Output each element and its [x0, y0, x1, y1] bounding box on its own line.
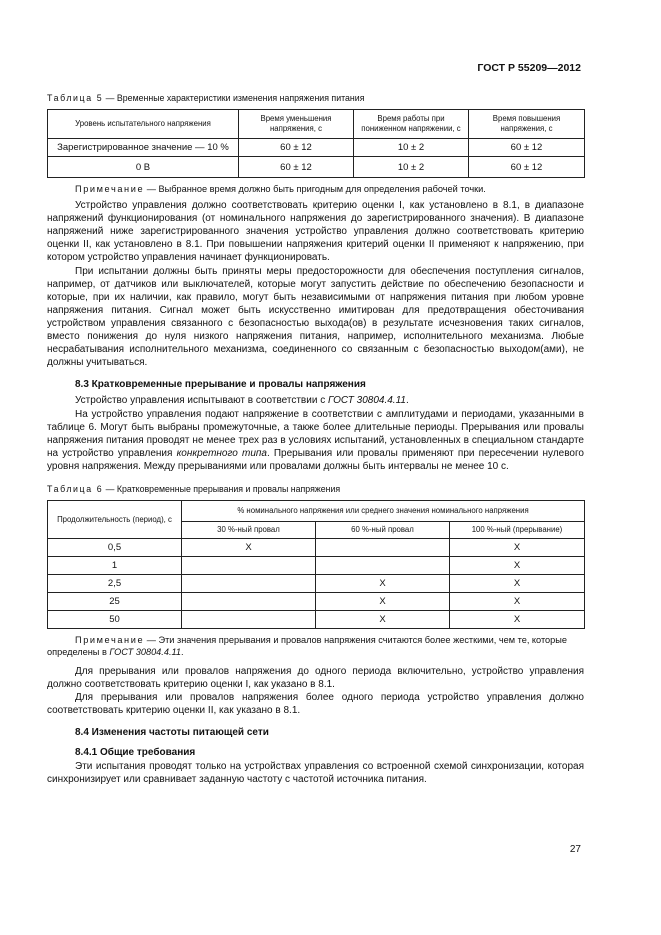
- table5-caption: [47, 92, 584, 105]
- table6-cell: X: [316, 575, 450, 593]
- table6-caption-label: Таблица 6: [47, 483, 104, 494]
- table6-cell: 25: [48, 593, 182, 611]
- table5-note-text: — Выбранное время должно быть пригодным для определения рабочей точки.: [144, 184, 486, 195]
- table6-cell: 50: [48, 611, 182, 629]
- section-8-4-heading: 8.4 Изменения частоты питающей сети: [75, 727, 269, 739]
- table6-cell: X: [450, 557, 585, 575]
- gost-reference: ГОСТ 30804.4.11: [327, 395, 406, 407]
- gost-reference: ГОСТ 30804.4.11: [109, 647, 182, 658]
- table5-note: [47, 183, 584, 195]
- section-8-4-1-paragraph: Эти испытания проводят только на устройствах управления со встроенной схемой синхронизации, которая синхронизирует или сравнивает заданную частоту с частотой источника питания.: [47, 760, 584, 785]
- text-span: На устройство управления подают напряжение в соответствии с амплитудами и периодами, указанными в таблице 6. Могут быть выбраны промежуточные, а также более длительные периоды. Прерывания или провалы напряжения питания проводят не менее трех раз в условиях испытаний, установленных в специальном стандарте на устройство управления: [47, 408, 584, 459]
- table6-cell: [182, 575, 316, 593]
- table6-cell: [182, 593, 316, 611]
- table6-cell: [182, 611, 316, 629]
- table6: [47, 500, 585, 629]
- table5-cell: 60 ± 12: [469, 157, 585, 178]
- table5-cell: 60 ± 12: [239, 157, 354, 178]
- table6-row: [48, 611, 585, 629]
- section-8-3-paragraph-2: [47, 408, 584, 473]
- standard-header: ГОСТ Р 55209—2012: [477, 62, 581, 74]
- table6-caption: [47, 483, 584, 496]
- table6-row: [48, 593, 585, 611]
- table6-cell: X: [316, 593, 450, 611]
- paragraph-precautions: При испытании должны быть приняты меры предосторожности для обеспечения поступления сигналов, например, от датчиков или выключателей, которые могут запустить действие по обеспечению безопасности и которые, при их наличии, как правило, могут быть независимыми от напряжения питания при любом уровне напряжения питания. Сигнал может быть искусственно имитирован для предотвращения обесточивания устройством управления связанного с безопасностью выхода(ов) в результате исчезновения таких сигналов, вместо понижения до нуля низкого напряжения питания, например, исполнительного механизма. Любые несрабатывания исполнительного механизма, соединенного со связанным с безопасностью выходом(ами), не должны учитываться.: [47, 265, 584, 369]
- table6-cell: 2,5: [48, 575, 182, 593]
- table5-caption-text: — Временные характеристики изменения напряжения питания: [103, 93, 365, 103]
- paragraph-short-interruptions: Для прерывания или провалов напряжения до одного периода включительно, устройство управления должно соответствовать критерию оценки I, как указано в 8.1.: [47, 666, 584, 691]
- table5-row: [48, 157, 585, 178]
- table6-header-group: % номинального напряжения или среднего значения номинального напряжения: [182, 501, 585, 522]
- table6-cell: [182, 557, 316, 575]
- table6-note: [47, 634, 584, 658]
- table5-cell: 10 ± 2: [354, 157, 469, 178]
- table6-row: [48, 539, 585, 557]
- text-span: .: [405, 395, 409, 407]
- table6-cell: X: [450, 575, 585, 593]
- table6-cell: [316, 557, 450, 575]
- table6-row: [48, 557, 585, 575]
- table6-header-row: [48, 501, 585, 522]
- text-span: .: [181, 647, 184, 658]
- table5-note-label: Примечание: [75, 184, 145, 195]
- section-8-4-1-heading: 8.4.1 Общие требования: [75, 746, 196, 758]
- table5-cell: 60 ± 12: [469, 139, 585, 157]
- table6-subheader-cell: 60 %-ный провал: [316, 522, 450, 539]
- table6-cell: X: [316, 611, 450, 629]
- table6-subheader-cell: 30 %-ный провал: [182, 522, 316, 539]
- table6-cell: 1: [48, 557, 182, 575]
- table5-header-cell: Время уменьшения напряжения, с: [239, 110, 354, 139]
- table5: [47, 109, 585, 178]
- table6-cell: [316, 539, 450, 557]
- table5-header-cell: Время повышения напряжения, с: [469, 110, 585, 139]
- paragraph-criterion-voltage: Устройство управления должно соответствовать критерию оценки I, как установлено в 8.1, в диапазоне напряжений функционирования (от номинального напряжения до зарегистрированного значения). В диапазоне напряжений ниже зарегистрированного значения устройство управления должно соответствовать критерию оценки II, как установлено в 8.1. При повышении напряжения критерий оценки II применяют к напряжению, при котором устройство управления начинает функционировать.: [47, 200, 584, 264]
- table6-cell: X: [450, 611, 585, 629]
- paragraph-long-interruptions: Для прерывания или провалов напряжения более одного периода устройство управления должно соответствовать критерию оценки II, как указано в 8.1.: [47, 692, 584, 717]
- table5-header-cell: Время работы при пониженном напряжении, с: [354, 110, 469, 139]
- table5-cell: Зарегистрированное значение — 10 %: [48, 139, 239, 157]
- text-span: . Прерывания или провалы применяют при пересечении нулевого уровня напряжения. Между прерываниями или провалами должны быть интервалы не менее 10 с.: [47, 447, 584, 472]
- table6-cell: 0,5: [48, 539, 182, 557]
- table6-cell: X: [182, 539, 316, 557]
- table5-row: [48, 139, 585, 157]
- table6-subheader-cell: 100 %-ный (прерывание): [450, 522, 585, 539]
- table6-cell: X: [450, 593, 585, 611]
- text-span: — Эти значения прерывания и провалов напряжения считаются более жесткими, чем те, которые определены в: [47, 635, 567, 658]
- table5-caption-label: Таблица 5: [47, 93, 104, 103]
- table5-cell: 0 В: [48, 157, 239, 178]
- table6-cell: X: [450, 539, 585, 557]
- table5-header-row: [48, 110, 585, 139]
- page-content: [47, 92, 584, 786]
- italic-term: конкретного типа: [176, 447, 267, 459]
- page-number: 27: [569, 844, 581, 855]
- table6-row: [48, 575, 585, 593]
- table6-note-label: Примечание: [75, 635, 145, 646]
- table5-header-cell: Уровень испытательного напряжения: [48, 110, 239, 139]
- text-span: Устройство управления испытывают в соответствии с: [75, 395, 328, 407]
- table6-header-duration: Продолжительность (период), с: [48, 501, 182, 539]
- table6-caption-text: — Кратковременные прерывания и провалы напряжения: [103, 483, 341, 494]
- table5-cell: 60 ± 12: [239, 139, 354, 157]
- section-8-3-paragraph-1: [47, 394, 584, 407]
- table5-cell: 10 ± 2: [354, 139, 469, 157]
- section-8-3-heading: 8.3 Кратковременные прерывание и провалы напряжения: [75, 379, 366, 391]
